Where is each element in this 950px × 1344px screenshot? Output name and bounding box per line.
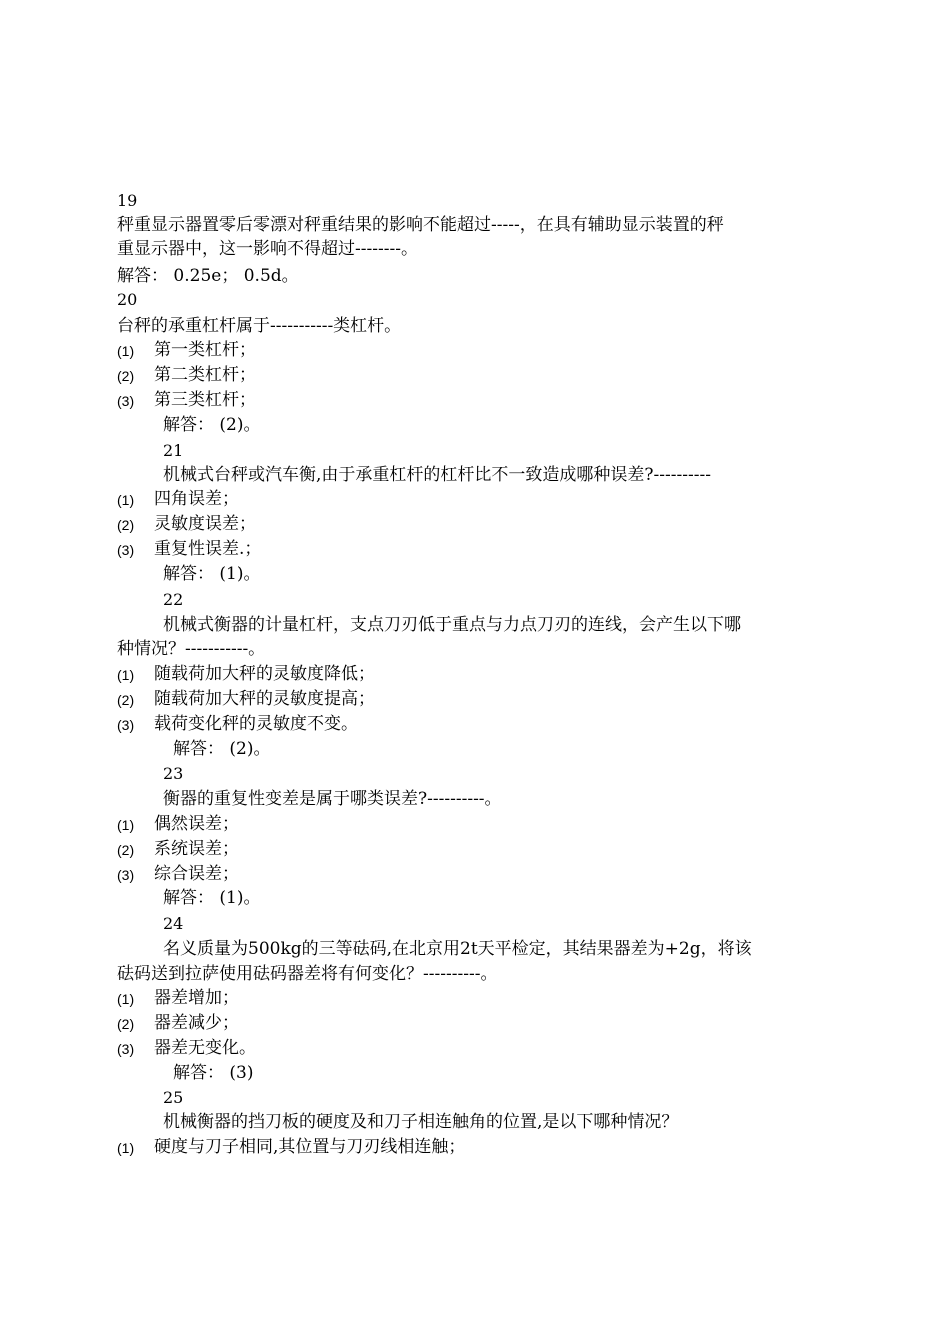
option-text: 四角误差； bbox=[154, 489, 239, 509]
answer-text: 解答： (1)。 bbox=[163, 564, 261, 584]
option-number: (1) bbox=[117, 343, 135, 359]
answer-text: 解答： (1)。 bbox=[163, 888, 261, 908]
option-number: (2) bbox=[117, 842, 135, 858]
question-number: 21 bbox=[163, 441, 184, 460]
question-text: 名义质量为500kg的三等砝码,在北京用2t天平检定，其结果器差为+2g，将该 bbox=[163, 939, 752, 959]
option-number: (1) bbox=[117, 492, 135, 508]
option-text: 器差增加； bbox=[154, 988, 239, 1008]
answer-text: 解答： 0.25e； 0.5d。 bbox=[117, 266, 299, 286]
option-text: 系统误差； bbox=[154, 839, 239, 859]
question-text: 秤重显示器置零后零漂对秤重结果的影响不能超过-----，在具有辅助显示装置的秤 bbox=[117, 215, 724, 235]
option-text: 第一类杠杆； bbox=[154, 340, 256, 360]
option-text: 器差减少； bbox=[154, 1013, 239, 1033]
answer-text: 解答： (2)。 bbox=[173, 739, 271, 759]
option-text: 重复性误差.； bbox=[154, 539, 262, 559]
option-number: (2) bbox=[117, 517, 135, 533]
question-text: 砝码送到拉萨使用砝码器差将有何变化？----------。 bbox=[117, 964, 498, 984]
option-number: (3) bbox=[117, 542, 135, 558]
option-number: (2) bbox=[117, 692, 135, 708]
answer-text: 解答： (2)。 bbox=[163, 415, 261, 435]
question-number: 23 bbox=[163, 764, 184, 783]
option-text: 综合误差； bbox=[154, 864, 239, 884]
option-text: 偶然误差； bbox=[154, 814, 239, 834]
option-number: (1) bbox=[117, 991, 135, 1007]
question-text: 机械式台秤或汽车衡,由于承重杠杆的杠杆比不一致造成哪种误差?---------- bbox=[163, 465, 711, 485]
question-text: 台秤的承重杠杆属于-----------类杠杆。 bbox=[117, 316, 402, 336]
option-number: (3) bbox=[117, 867, 135, 883]
option-number: (1) bbox=[117, 817, 135, 833]
option-number: (3) bbox=[117, 393, 135, 409]
option-number: (3) bbox=[117, 1041, 135, 1057]
option-text: 第二类杠杆； bbox=[154, 365, 256, 385]
option-text: 随载荷加大秤的灵敏度降低； bbox=[154, 664, 375, 684]
question-text: 种情况？-----------。 bbox=[117, 639, 266, 659]
question-text: 重显示器中，这一影响不得超过--------。 bbox=[117, 239, 418, 259]
question-number: 24 bbox=[163, 914, 184, 933]
option-number: (1) bbox=[117, 1140, 135, 1156]
question-text: 机械式衡器的计量杠杆，支点刀刃低于重点与力点刀刃的连线，会产生以下哪 bbox=[163, 615, 741, 635]
option-text: 随载荷加大秤的灵敏度提高； bbox=[154, 689, 375, 709]
option-text: 灵敏度误差； bbox=[154, 514, 256, 534]
option-number: (3) bbox=[117, 717, 135, 733]
option-text: 器差无变化。 bbox=[154, 1038, 256, 1058]
question-number: 20 bbox=[117, 290, 138, 309]
question-text: 衡器的重复性变差是属于哪类误差?----------。 bbox=[163, 789, 502, 809]
option-text: 第三类杠杆； bbox=[154, 390, 256, 410]
question-number: 25 bbox=[163, 1088, 184, 1107]
option-number: (2) bbox=[117, 368, 135, 384]
option-text: 硬度与刀子相同,其位置与刀刃线相连触； bbox=[154, 1137, 466, 1157]
answer-text: 解答： (3) bbox=[173, 1063, 254, 1083]
question-number: 19 bbox=[117, 191, 138, 210]
option-text: 载荷变化秤的灵敏度不变。 bbox=[154, 714, 358, 734]
question-text: 机械衡器的挡刀板的硬度及和刀子相连触角的位置,是以下哪种情况？ bbox=[163, 1112, 679, 1132]
option-number: (2) bbox=[117, 1016, 135, 1032]
question-number: 22 bbox=[163, 590, 184, 609]
option-number: (1) bbox=[117, 667, 135, 683]
